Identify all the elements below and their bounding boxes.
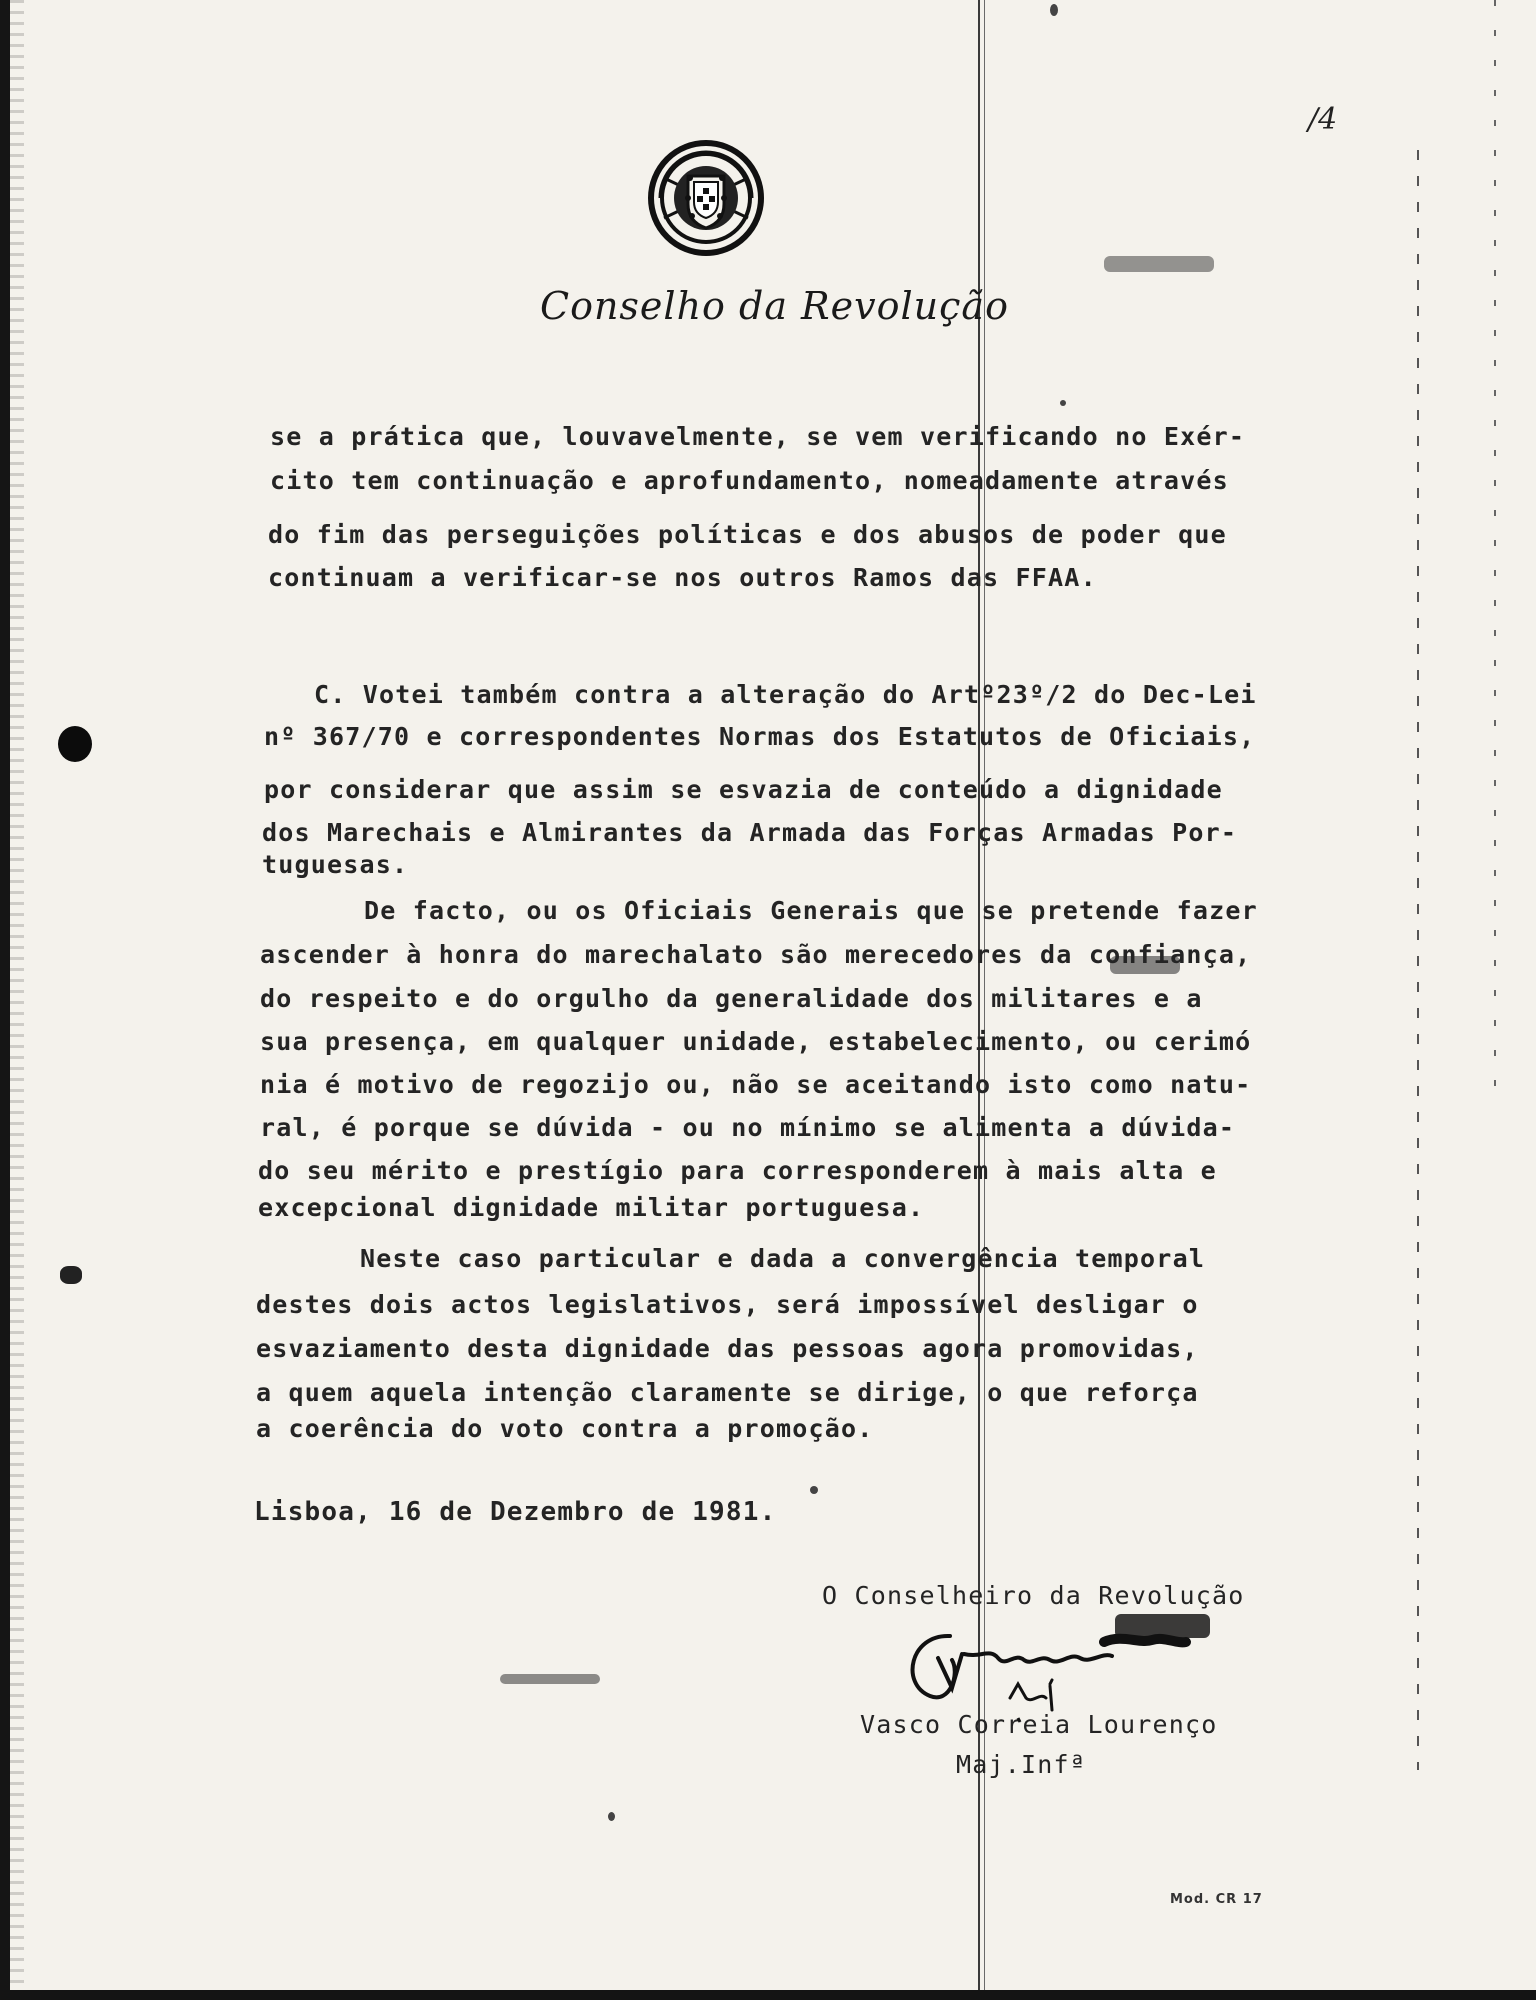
body-line: ral, é porque se dúvida - ou no mínimo se alimenta a dúvida- [260,1113,1236,1142]
council-header: Conselho da Revolução [540,284,1009,328]
body-line: nº 367/70 e correspondentes Normas dos Estatutos de Oficiais, [264,722,1256,751]
ink-blot [60,1266,82,1284]
body-line: dos Marechais e Almirantes da Armada das Forças Armadas Por- [262,818,1238,847]
scan-dashed-line-edge [1494,0,1496,1100]
scan-speck [1104,256,1214,272]
body-line: sua presença, em qualquer unidade, estabelecimento, ou cerimó [260,1027,1252,1056]
body-line: continuam a verificar-se nos outros Ramos das FFAA. [268,563,1097,592]
signatory-name: Vasco Correia Lourenço [860,1710,1218,1739]
body-line: De facto, ou os Oficiais Generais que se pretende fazer [364,896,1258,925]
scan-left-edge-texture [10,0,24,2000]
body-line: ascender à honra do marechalato são merecedores da confiança, [260,940,1252,969]
scan-speck [1050,4,1058,16]
body-line: tuguesas. [262,850,409,879]
page-number: /4 [1308,102,1338,137]
body-line: a coerência do voto contra a promoção. [256,1414,874,1443]
scan-speck [810,1486,818,1494]
signatory-role: O Conselheiro da Revolução [822,1581,1245,1610]
body-line: do respeito e do orgulho da generalidade dos militares e a [260,984,1203,1013]
body-line: por considerar que assim se esvazia de conteúdo a dignidade [264,775,1223,804]
body-line: Neste caso particular e dada a convergência temporal [360,1244,1206,1273]
form-code: Mod. CR 17 [1170,1892,1263,1907]
body-line: a quem aquela intenção claramente se dirige, o que reforça [256,1378,1199,1407]
body-line: do fim das perseguições políticas e dos abusos de poder que [268,520,1227,549]
body-line: cito tem continuação e aprofundamento, nomeadamente através [270,466,1229,495]
body-line: esvaziamento desta dignidade das pessoas agora promovidas, [256,1334,1199,1363]
body-line: se a prática que, louvavelmente, se vem verificando no Exér- [270,422,1246,451]
scan-bottom-edge [0,1990,1536,2000]
body-line: excepcional dignidade militar portuguesa. [258,1193,925,1222]
punch-hole [58,726,92,762]
scan-speck [1060,400,1066,406]
scan-left-edge [0,0,10,2000]
scan-speck [500,1674,600,1684]
signatory-rank: Maj.Infª [956,1750,1087,1779]
coat-of-arms-icon [646,138,766,258]
body-line: nia é motivo de regozijo ou, não se aceitando isto como natu- [260,1070,1252,1099]
body-line: C. Votei também contra a alteração do Artº23º/2 do Dec-Lei [314,680,1257,709]
body-line: do seu mérito e prestígio para corresponderem à mais alta e [258,1156,1217,1185]
date-line: Lisboa, 16 de Dezembro de 1981. [254,1497,777,1527]
body-line: destes dois actos legislativos, será impossível desligar o [256,1290,1199,1319]
scan-speck [608,1812,615,1821]
handwritten-signature-icon [890,1614,1220,1724]
scan-dashed-line [1417,150,1419,1770]
